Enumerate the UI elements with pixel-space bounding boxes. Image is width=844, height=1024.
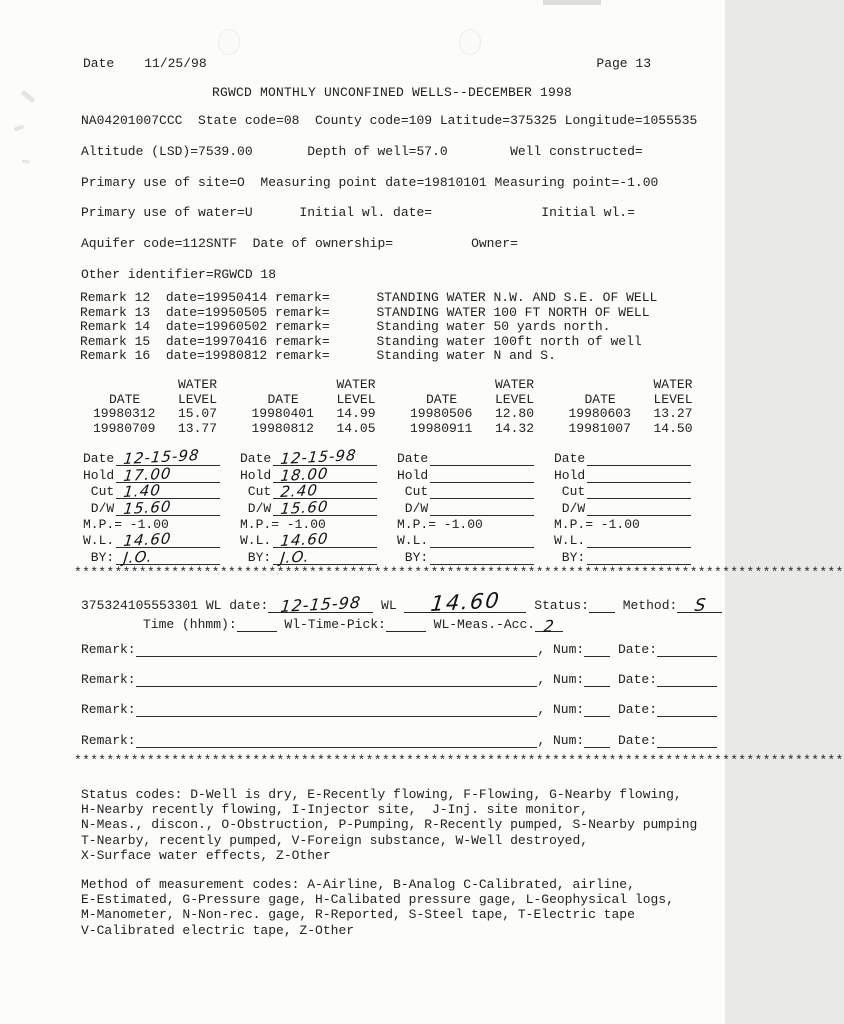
wl-fill-line <box>587 547 691 548</box>
date-fill-line <box>430 465 534 466</box>
handwritten-by: J.O. <box>279 547 311 567</box>
method-codes-line: V-Calibrated electric tape, Z-Other <box>81 922 355 938</box>
well-info-line-altitude: Altitude (LSD)=7539.00 Depth of well=57.0 Well constructed= <box>81 143 643 159</box>
measurement-block-4 <box>554 450 711 565</box>
water-header: WATER <box>653 377 693 392</box>
by-fill-line <box>273 547 377 567</box>
handwritten-cut: 2.40 <box>279 481 320 502</box>
num-label: , Num: <box>537 732 585 748</box>
hold-field-label: Hold <box>240 467 272 483</box>
status-codes-line: H-Nearby recently flowing, I-Injector site, J-Inj. site monitor, <box>81 802 589 818</box>
scan-smudge <box>20 90 36 104</box>
water-level: 15.07 <box>178 406 218 422</box>
num-label: , Num: <box>537 672 585 688</box>
wl-label: WL <box>373 598 405 613</box>
wl-date-label: WL date: <box>198 598 269 613</box>
water-level: 14.32 <box>495 420 535 436</box>
water-level: 13.77 <box>178 420 218 436</box>
water-level-table <box>93 378 727 436</box>
remark-entry-row <box>81 641 717 657</box>
by-field-label: BY: <box>397 549 429 565</box>
status-label: Status: <box>526 598 589 613</box>
remark-log-line: Remark 12 date=19950414 remark= STANDING WATER N.W. AND S.E. OF WELL <box>80 290 658 305</box>
handwritten-dw: 15.60 <box>279 496 330 518</box>
scan-smudge <box>14 124 25 131</box>
date-label: Date: <box>610 702 657 718</box>
hold-field-label: Hold <box>397 467 429 483</box>
date-field-label: Date <box>397 451 429 467</box>
wl-entry-row-1 <box>81 588 722 617</box>
remark-fill-line <box>136 656 538 657</box>
hold-field-label: Hold <box>554 467 586 483</box>
wl-field-label: W.L. <box>240 533 272 549</box>
measurement-blocks <box>83 446 711 567</box>
handwritten-date: 12-15-98 <box>122 446 201 469</box>
dw-field-label: D/W <box>397 500 429 516</box>
remark-fill-line <box>136 686 538 687</box>
well-info-line-water-use: Primary use of water=U Initial wl. date= Initial wl.= <box>81 205 635 221</box>
handwritten-dw: 15.60 <box>122 496 173 518</box>
remark-label: Remark: <box>81 702 136 718</box>
handwritten-by: J.O. <box>122 547 154 567</box>
wl-value-fill-line <box>404 588 526 617</box>
handwritten-meas-acc: 2 <box>543 616 557 637</box>
water-level: 12.80 <box>495 406 535 422</box>
remark-log-line: Remark 13 date=19950505 remark= STANDING WATER 100 FT NORTH OF WELL <box>80 304 650 320</box>
by-fill-line <box>116 547 220 567</box>
handwritten-wl: 14.60 <box>122 529 173 551</box>
time-fill-line <box>237 631 277 632</box>
water-date: 19980401 <box>251 406 314 422</box>
date-header: DATE <box>109 391 141 407</box>
wl-fill-line <box>273 529 377 551</box>
remark-entry-row <box>81 701 717 717</box>
handwritten-date: 12-15-98 <box>279 446 358 469</box>
by-field-label: BY: <box>83 549 115 565</box>
level-header: LEVEL <box>336 391 376 407</box>
cut-field-label: Cut <box>554 484 586 500</box>
dw-fill-line <box>430 515 534 516</box>
status-codes-line: X-Surface water effects, Z-Other <box>81 847 331 863</box>
cut-fill-line <box>587 498 691 499</box>
dw-field-label: D/W <box>554 500 586 516</box>
water-level: 13.27 <box>653 406 693 422</box>
dw-field-label: D/W <box>240 500 272 516</box>
meas-acc-label: WL-Meas.-Acc. <box>425 617 536 632</box>
time-label: Time (hhmm): <box>143 617 237 632</box>
wl-entry-row-2 <box>143 616 722 637</box>
date-field-label: Date <box>240 451 272 467</box>
dw-fill-line <box>587 515 691 516</box>
wl-field-label: W.L. <box>397 533 429 549</box>
level-header: LEVEL <box>653 391 693 407</box>
cut-fill-line <box>430 498 534 499</box>
wl-field-label: W.L. <box>554 533 586 549</box>
water-date: 19980603 <box>568 406 631 422</box>
handwritten-wl-value: 14.60 <box>429 588 503 617</box>
date-field-label: Date <box>554 451 586 467</box>
date-header: DATE <box>584 391 616 407</box>
date-fill-line <box>587 465 691 466</box>
remark-label: Remark: <box>81 672 136 688</box>
date-fill-line <box>657 656 717 657</box>
handwritten-cut: 1.40 <box>122 481 163 502</box>
date-fill-line <box>657 716 717 717</box>
remark-fill-line <box>136 716 538 717</box>
date-fill-line <box>657 686 717 687</box>
well-info-line-site-use: Primary use of site=O Measuring point date=19810101 Measuring point=-1.00 <box>81 174 659 190</box>
remark-entry-row <box>81 732 717 748</box>
hold-field-label: Hold <box>83 467 115 483</box>
status-codes-line: Status codes: D-Well is dry, E-Recently flowing, F-Flowing, G-Nearby flowing, <box>81 787 682 802</box>
water-date: 19980312 <box>93 406 156 422</box>
print-date-label: Date <box>83 56 115 71</box>
handwritten-method: S <box>693 595 708 617</box>
report-title: RGWCD MONTHLY UNCONFINED WELLS--DECEMBER 1998 <box>212 85 573 100</box>
hold-fill-line <box>273 464 377 485</box>
remark-log-line: Remark 14 date=19960502 remark= Standing water 50 yards north. <box>80 319 611 335</box>
num-fill-line <box>584 747 610 748</box>
num-label: , Num: <box>537 702 585 718</box>
water-header: WATER <box>178 377 218 392</box>
wl-date-fill-line <box>268 592 373 617</box>
method-codes-line: Method of measurement codes: A-Airline, B-Analog C-Calibrated, airline, <box>81 877 635 892</box>
remark-fill-line <box>136 747 538 748</box>
date-fill-line <box>657 747 717 748</box>
water-level: 14.50 <box>653 420 693 436</box>
remark-entry-rows <box>81 641 717 762</box>
level-header: LEVEL <box>178 391 218 407</box>
station-id: 375324105553301 <box>81 598 199 613</box>
method-fill-line <box>677 595 722 617</box>
well-info-line-id: NA04201007CCC State code=08 County code=109 Latitude=375325 Longitude=1055535 <box>81 113 698 128</box>
mp-field-text: M.P.= -1.00 <box>240 516 326 532</box>
mp-field-text: M.P.= -1.00 <box>554 516 640 532</box>
cut-field-label: Cut <box>83 484 115 500</box>
handwritten-wl: 14.60 <box>279 529 330 551</box>
date-label: Date: <box>610 642 657 657</box>
well-info-line-other-id: Other identifier=RGWCD 18 <box>81 266 277 282</box>
dw-fill-line <box>116 496 220 518</box>
punch-hole-right <box>459 29 481 55</box>
dw-field-label: D/W <box>83 500 115 516</box>
water-table-column-group <box>569 378 728 436</box>
water-level: 14.99 <box>336 406 376 422</box>
print-date-value: 11/25/98 <box>144 56 207 71</box>
page-top-row <box>83 56 651 71</box>
wl-fill-line <box>116 529 220 551</box>
hold-fill-line <box>587 482 691 483</box>
mp-field-text: M.P.= -1.00 <box>83 516 169 532</box>
water-date: 19980506 <box>410 406 473 422</box>
date-header: DATE <box>426 391 458 407</box>
level-header: LEVEL <box>495 391 535 407</box>
water-table-column-group <box>93 378 252 436</box>
asterisk-separator: *********************************************************************************************** <box>74 753 844 768</box>
mp-field-text: M.P.= -1.00 <box>397 516 483 532</box>
status-codes-line: T-Nearby, recently pumped, V-Foreign substance, W-Well destroyed, <box>81 832 589 848</box>
water-date: 19980709 <box>93 420 156 436</box>
measurement-block-3 <box>397 450 554 565</box>
page-number: Page 13 <box>596 56 651 71</box>
well-info-block <box>81 113 725 298</box>
hold-fill-line <box>116 464 220 485</box>
remark-log-line: Remark 16 date=19980812 remark= Standing water N and S. <box>80 348 556 364</box>
meas-acc-fill-line <box>535 616 563 637</box>
scan-smudge <box>22 159 30 163</box>
date-field-label: Date <box>83 451 115 467</box>
water-level: 14.05 <box>336 420 376 436</box>
num-label: , Num: <box>537 642 585 657</box>
handwritten-wl-date: 12-15-98 <box>279 592 363 617</box>
water-table-column-group <box>252 378 411 436</box>
measurement-block-2 <box>240 446 397 567</box>
wl-field-label: W.L. <box>83 533 115 549</box>
cut-field-label: Cut <box>397 484 429 500</box>
water-date: 19981007 <box>568 420 631 436</box>
water-date: 19980911 <box>410 420 473 436</box>
hold-fill-line <box>430 482 534 483</box>
wl-fill-line <box>430 547 534 548</box>
water-date: 19980812 <box>251 420 314 436</box>
cut-field-label: Cut <box>240 484 272 500</box>
water-header: WATER <box>336 377 376 392</box>
num-fill-line <box>584 686 610 687</box>
scan-edge-artifact <box>543 0 601 5</box>
handwritten-hold: 18.00 <box>279 464 330 485</box>
method-codes-line: E-Estimated, G-Pressure gage, H-Calibated pressure gage, L-Geophysical logs, <box>81 892 674 908</box>
date-label: Date: <box>610 732 657 748</box>
by-field-label: BY: <box>240 549 272 565</box>
remark-log-line: Remark 15 date=19970416 remark= Standing water 100ft north of well <box>80 333 642 349</box>
by-field-label: BY: <box>554 549 586 565</box>
status-codes-legend <box>81 787 729 863</box>
water-table-column-group <box>410 378 569 436</box>
method-label: Method: <box>614 598 678 613</box>
remark-entry-row <box>81 671 717 687</box>
time-pick-fill-line <box>386 631 426 632</box>
num-fill-line <box>584 656 610 657</box>
punch-hole-left <box>218 29 240 55</box>
status-codes-line: N-Meas., discon., O-Obstruction, P-Pumping, R-Recently pumped, S-Nearby pumping <box>81 817 698 833</box>
asterisk-separator: *********************************************************************************************** <box>74 565 844 580</box>
well-info-line-aquifer: Aquifer code=112SNTF Date of ownership= Owner= <box>81 236 518 252</box>
dw-fill-line <box>273 496 377 518</box>
measurement-block-1 <box>83 446 240 567</box>
num-fill-line <box>584 716 610 717</box>
remark-history-block <box>80 291 725 364</box>
water-header: WATER <box>495 377 535 392</box>
time-pick-label: Wl-Time-Pick: <box>276 617 386 632</box>
remark-label: Remark: <box>81 732 136 748</box>
date-header: DATE <box>267 391 299 407</box>
status-fill-line <box>589 612 615 613</box>
remark-label: Remark: <box>81 642 136 657</box>
wl-entry-section <box>81 588 722 637</box>
method-codes-line: M-Manometer, N-Non-rec. gage, R-Reported, S-Steel tape, T-Electric tape <box>81 907 635 923</box>
method-codes-legend <box>81 877 729 938</box>
date-label: Date: <box>610 672 657 688</box>
handwritten-hold: 17.00 <box>122 464 173 485</box>
